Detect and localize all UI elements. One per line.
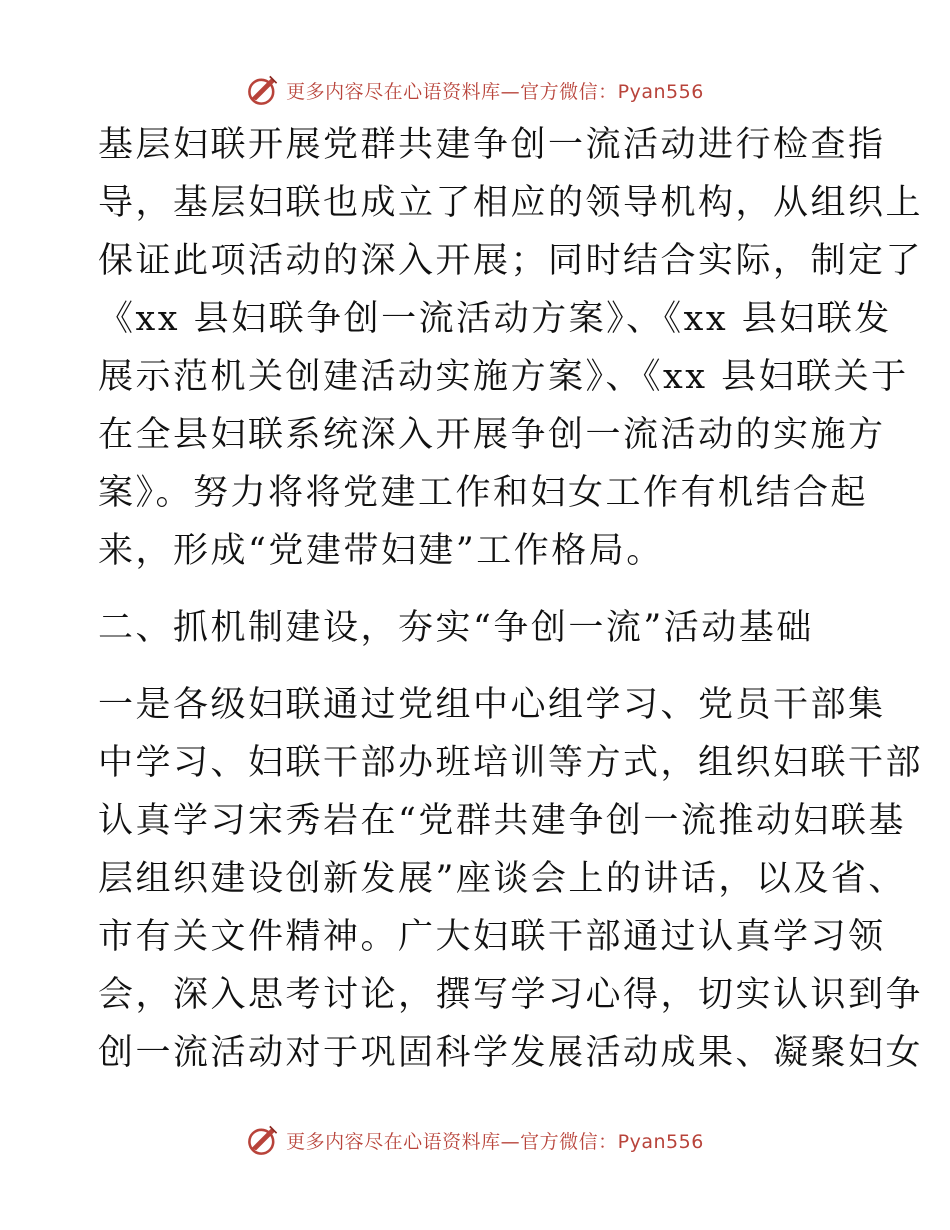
header-banner-text: 更多内容尽在心语资料库—官方微信：Pyan556: [286, 80, 704, 103]
paragraph-2-line: 一是各级妇联通过党组中心组学习、党员干部集: [98, 685, 886, 725]
paragraph-1-line: 保证此项活动的深入开展；同时结合实际，制定了: [98, 241, 924, 281]
paragraph-2-line: 创一流活动对于巩固科学发展活动成果、凝聚妇女: [98, 1033, 924, 1073]
paragraph-2-line: 市有关文件精神。广大妇联干部通过认真学习领: [98, 917, 886, 957]
header-wechat-id: Pyan556: [617, 80, 704, 103]
paragraph-1-line: 展示范机关创建活动实施方案》、《xx 县妇联关于: [98, 357, 909, 397]
paragraph-1-line: 导，基层妇联也成立了相应的领导机构，从组织上: [98, 183, 924, 223]
footer-banner: [0, 1120, 950, 1160]
paragraph-2-line: 层组织建设创新发展”座谈会上的讲话，以及省、: [98, 859, 906, 899]
paragraph-1-line: 在全县妇联系统深入开展争创一流活动的实施方: [98, 415, 886, 455]
quill-circle-icon: [246, 1123, 280, 1157]
footer-wechat-id: Pyan556: [617, 1130, 704, 1153]
paragraph-2-line: 中学习、妇联干部办班培训等方式，组织妇联干部: [98, 743, 924, 783]
paragraph-1-line: 来，形成“党建带妇建”工作格局。: [98, 531, 664, 571]
paragraph-1-line: 案》。努力将将党建工作和妇女工作有机结合起: [98, 473, 869, 513]
paragraph-2-line: 会，深入思考讨论，撰写学习心得，切实认识到争: [98, 975, 924, 1015]
paragraph-1-line: 基层妇联开展党群共建争创一流活动进行检查指: [98, 125, 886, 165]
footer-banner-text: 更多内容尽在心语资料库—官方微信：Pyan556: [286, 1130, 704, 1153]
paragraph-2-line: 认真学习宋秀岩在“党群共建争创一流推动妇联基: [98, 801, 906, 841]
paragraph-1-line: 《xx 县妇联争创一流活动方案》、《xx 县妇联发: [98, 299, 892, 339]
section-heading: 二、抓机制建设，夯实“争创一流”活动基础: [98, 608, 814, 648]
